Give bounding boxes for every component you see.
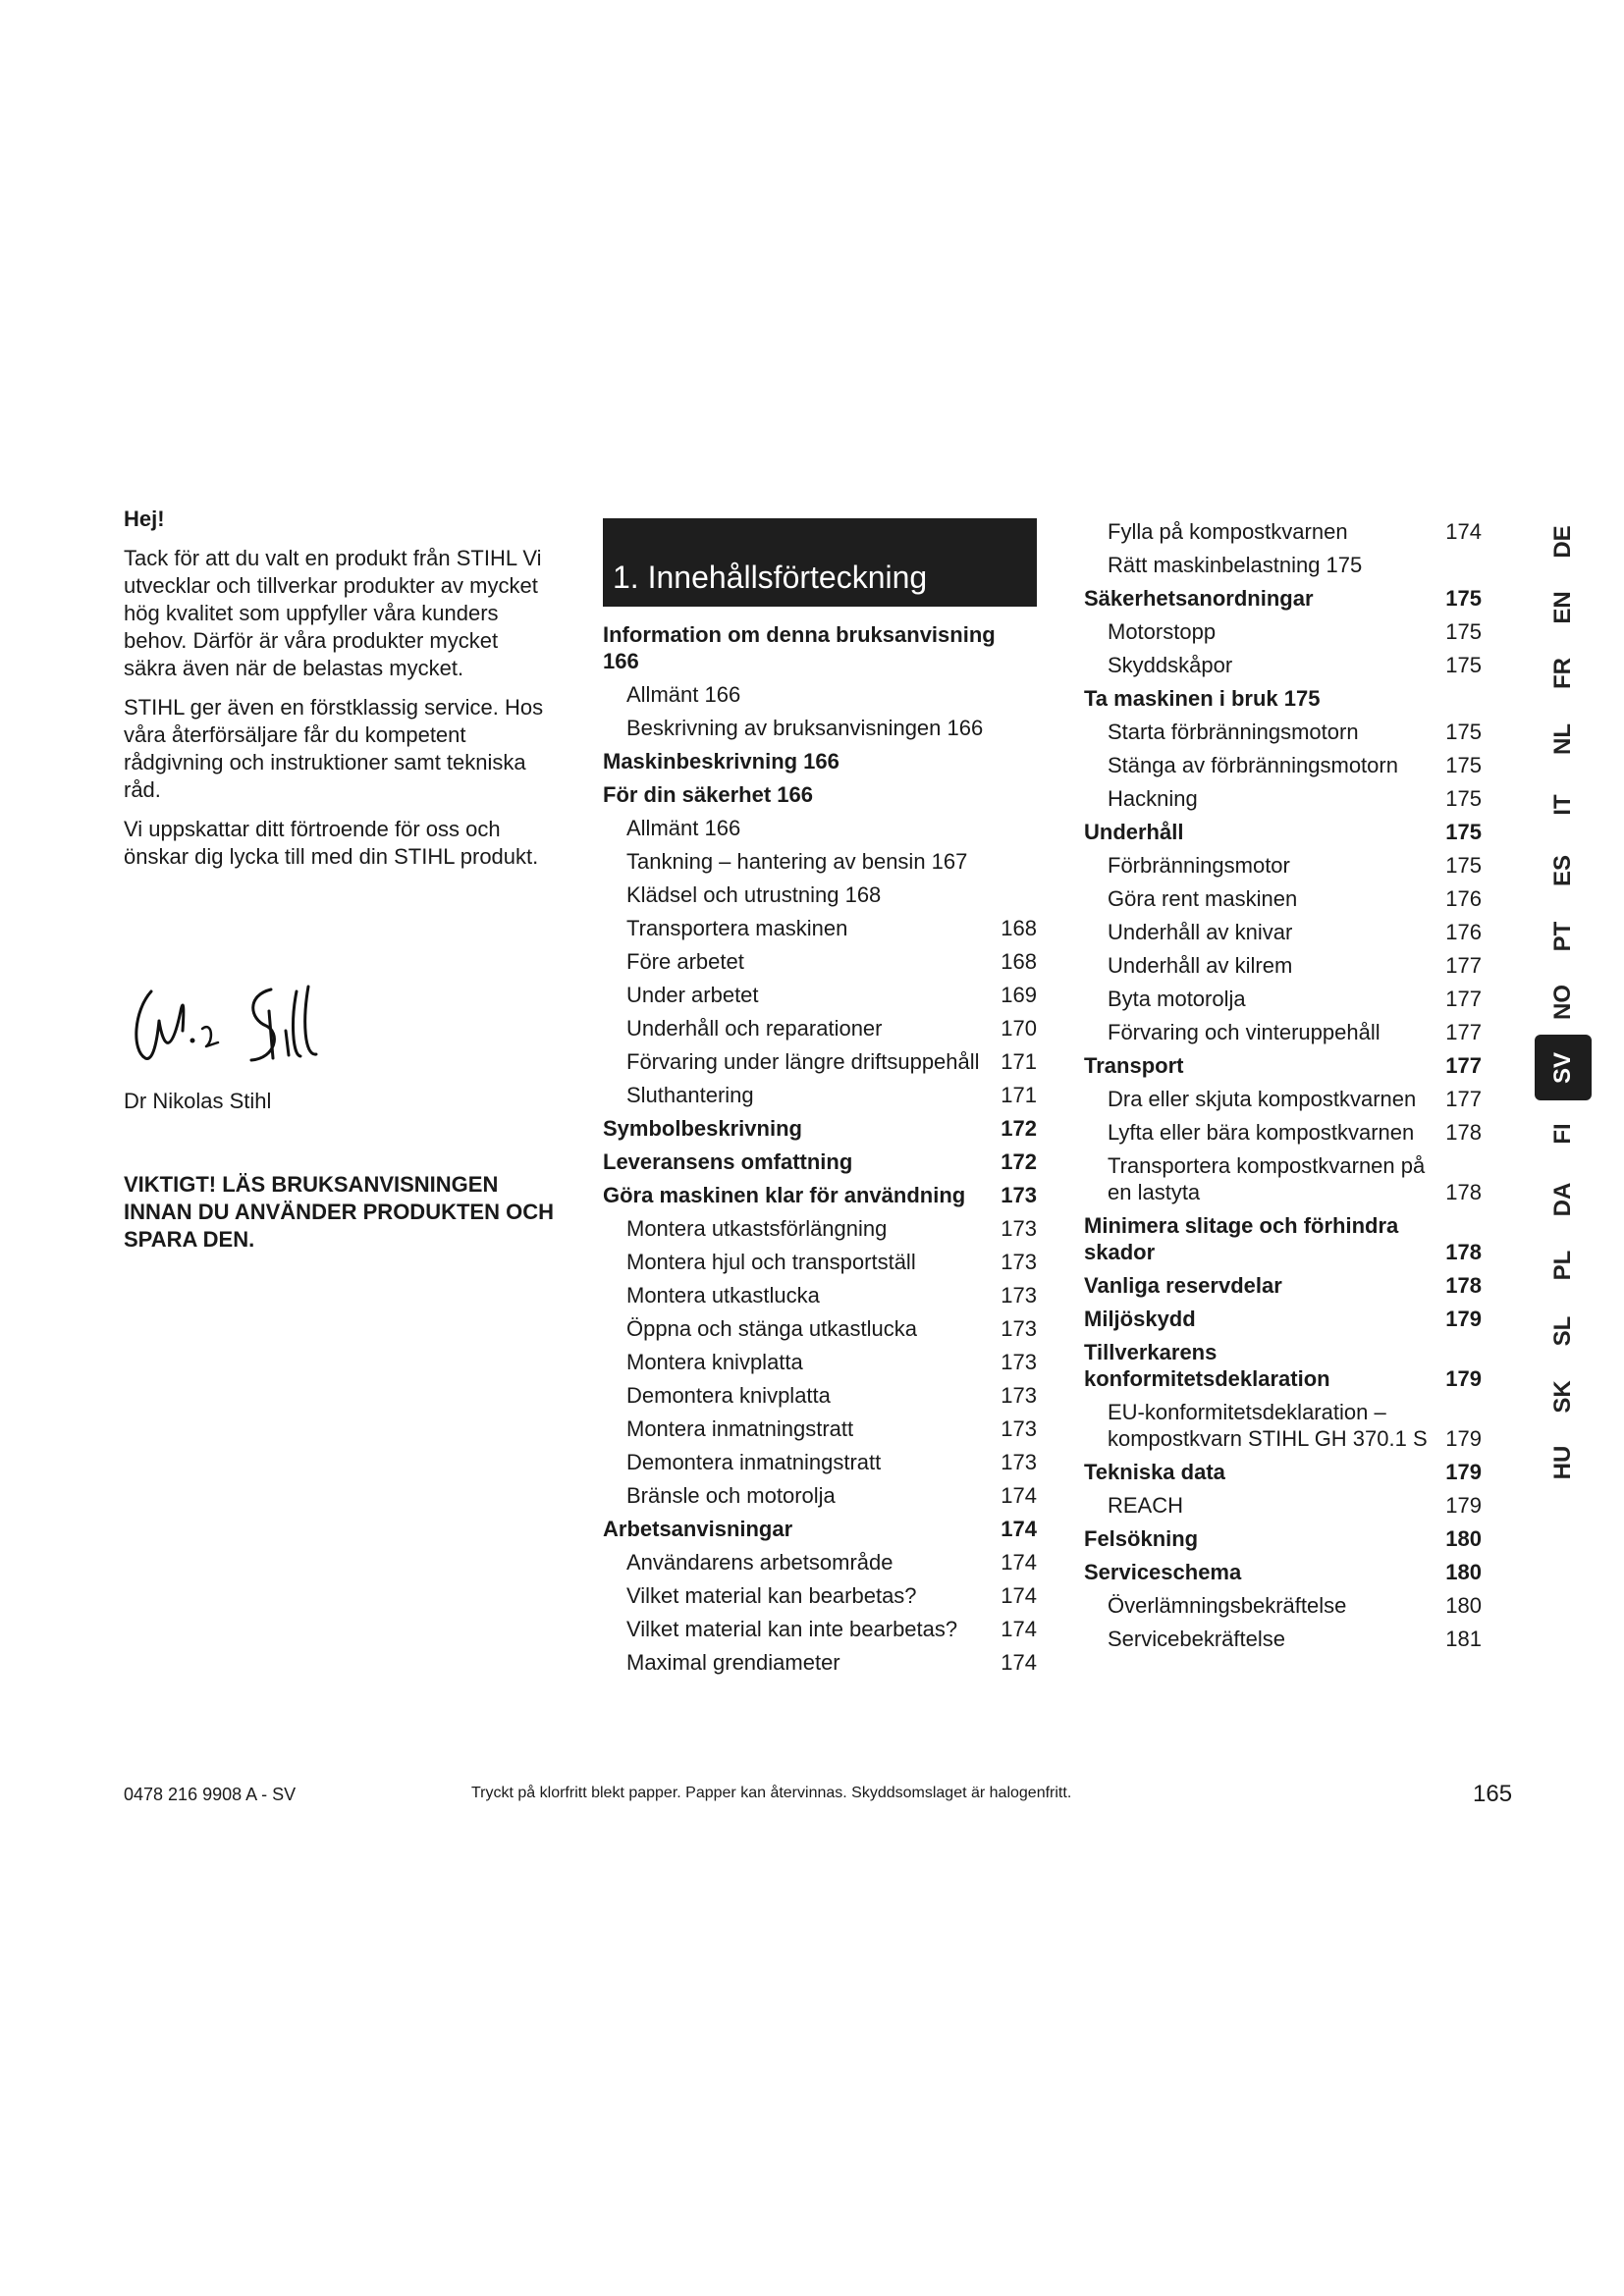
page-number: 165 [1473, 1781, 1513, 1807]
toc-entry[interactable] [1084, 1019, 1482, 1045]
toc-label: Transportera kompostkvarnen på en lastyta [1108, 1153, 1426, 1204]
toc-label: För din säkerhet 166 [603, 782, 813, 807]
language-tab-de[interactable] [1535, 508, 1592, 574]
toc-page-number: 179 [1445, 1426, 1482, 1451]
language-tab-label: FR [1549, 657, 1576, 689]
toc-page-number: 170 [1001, 1016, 1037, 1041]
toc-page-number: 180 [1445, 1526, 1482, 1551]
signer-name: Dr Nikolas Stihl [124, 1089, 272, 1113]
toc-label: Överlämningsbekräftelse [1108, 1593, 1347, 1618]
toc-entry[interactable] [603, 1015, 1037, 1041]
toc-entry[interactable] [1084, 1592, 1482, 1619]
toc-heading[interactable] [1084, 1052, 1482, 1079]
toc-entry[interactable] [603, 1082, 1037, 1108]
language-tab-label: EN [1549, 590, 1576, 624]
language-tab-it[interactable] [1535, 772, 1592, 837]
toc-page-number: 171 [1001, 1083, 1037, 1107]
language-tab-label: SV [1549, 1051, 1576, 1084]
language-tab-sk[interactable] [1535, 1363, 1592, 1429]
intro-paragraph: STIHL ger även en förstklassig service. Hos våra återförsäljare får du kompetent rådgivning och instruktioner samt tekniska råd. [124, 695, 544, 802]
toc-label: Felsökning [1084, 1526, 1199, 1551]
toc-label: Miljöskydd [1084, 1307, 1196, 1331]
toc-label: Tekniska data [1084, 1460, 1225, 1484]
toc-page-number: 175 [1445, 653, 1482, 677]
language-tab-label: PL [1549, 1250, 1576, 1280]
toc-entry[interactable] [603, 1616, 1037, 1642]
toc-heading[interactable] [603, 1148, 1037, 1175]
intro-paragraph: Tack för att du valt en produkt från STIHL Vi utvecklar och tillverkar produkter av mycket hög kvalitet som uppfyller våra kunders behov. Därför är våra produkter mycket säkra även när de belastas mycket. [124, 546, 542, 680]
toc-page-number: 177 [1445, 1087, 1482, 1111]
toc-label: Hackning [1108, 786, 1198, 811]
toc-label: Vilket material kan bearbetas? [626, 1583, 917, 1608]
toc-heading[interactable] [1084, 1339, 1482, 1392]
toc-page-number: 168 [1001, 916, 1037, 940]
toc-page-number: 172 [1001, 1149, 1037, 1174]
toc-label: Vilket material kan inte bearbetas? [626, 1617, 958, 1641]
toc-label: Förvaring och vinteruppehåll [1108, 1020, 1380, 1044]
toc-heading[interactable] [1084, 1559, 1482, 1585]
toc-label: Lyfta eller bära kompostkvarnen [1108, 1120, 1415, 1145]
toc-page-number: 177 [1445, 987, 1482, 1011]
toc-entry[interactable] [1084, 1152, 1482, 1205]
toc-entry[interactable] [603, 948, 1037, 975]
toc-heading[interactable] [603, 621, 1037, 674]
toc-heading[interactable] [603, 781, 1037, 808]
language-tab-label: NO [1549, 984, 1576, 1020]
toc-entry[interactable] [603, 1249, 1037, 1275]
signature-text: N. Stihl [124, 972, 128, 973]
signature-image [124, 972, 350, 1070]
toc-entry[interactable] [1084, 885, 1482, 912]
toc-label: Säkerhetsanordningar [1084, 586, 1314, 611]
toc-page-number: 176 [1445, 886, 1482, 911]
toc-label: Serviceschema [1084, 1560, 1242, 1584]
toc-label: Under arbetet [626, 983, 759, 1007]
toc-entry[interactable] [1084, 1119, 1482, 1146]
toc-page-number: 173 [1001, 1416, 1037, 1441]
language-tab-label: HU [1549, 1445, 1576, 1479]
toc-label: Beskrivning av bruksanvisningen 166 [626, 716, 984, 740]
toc-page-number: 179 [1445, 1366, 1482, 1391]
toc-label: Förvaring under längre driftsuppehåll [626, 1049, 980, 1074]
toc-heading[interactable] [1084, 1459, 1482, 1485]
toc-heading[interactable] [1084, 1525, 1482, 1552]
toc-label: Servicebekräftelse [1108, 1627, 1285, 1651]
toc-page-number: 177 [1445, 1053, 1482, 1078]
toc-entry[interactable] [603, 1482, 1037, 1509]
toc-label: Symbolbeskrivning [603, 1116, 802, 1141]
toc-label: Byta motorolja [1108, 987, 1246, 1011]
toc-entry[interactable] [603, 1415, 1037, 1442]
toc-page-number: 178 [1445, 1120, 1482, 1145]
language-tab-label: SK [1549, 1379, 1576, 1414]
toc-entry[interactable] [1084, 618, 1482, 645]
toc-page-number: 174 [1001, 1617, 1037, 1641]
toc-heading[interactable] [603, 748, 1037, 774]
toc-entry[interactable] [603, 1582, 1037, 1609]
toc-label: Göra rent maskinen [1108, 886, 1298, 911]
toc-label: Arbetsanvisningar [603, 1517, 793, 1541]
toc-label: Montera utkastsförlängning [626, 1216, 888, 1241]
toc-page-number: 179 [1445, 1460, 1482, 1484]
intro-text [124, 506, 556, 882]
toc-label: Leveransens omfattning [603, 1149, 853, 1174]
toc-entry[interactable] [1084, 785, 1482, 812]
toc-label: Före arbetet [626, 949, 744, 974]
toc-page-number: 176 [1445, 920, 1482, 944]
toc-label: Fylla på kompostkvarnen [1108, 519, 1348, 544]
toc-page-number: 177 [1445, 1020, 1482, 1044]
toc-label: Sluthantering [626, 1083, 754, 1107]
toc-label: Demontera knivplatta [626, 1383, 831, 1408]
toc-label: Starta förbränningsmotorn [1108, 720, 1359, 744]
toc-label: Vanliga reservdelar [1084, 1273, 1282, 1298]
language-tab-fi[interactable] [1535, 1100, 1592, 1166]
language-tab-es[interactable] [1535, 837, 1592, 903]
toc-page-number: 175 [1445, 753, 1482, 777]
toc-label: Maximal grendiameter [626, 1650, 840, 1675]
toc-label: Underhåll av knivar [1108, 920, 1293, 944]
toc-entry[interactable] [603, 715, 1037, 741]
toc-page-number: 175 [1445, 786, 1482, 811]
toc-entry[interactable] [1084, 752, 1482, 778]
toc-column-2 [603, 621, 1037, 1682]
toc-page-number: 173 [1001, 1383, 1037, 1408]
toc-entry[interactable] [603, 681, 1037, 708]
toc-heading[interactable] [1084, 819, 1482, 845]
toc-page-number: 175 [1445, 586, 1482, 611]
toc-entry[interactable] [603, 881, 1037, 908]
document-code: 0478 216 9908 A - SV [124, 1785, 297, 1804]
toc-entry[interactable] [603, 982, 1037, 1008]
toc-entry[interactable] [1084, 852, 1482, 879]
toc-page-number: 173 [1001, 1283, 1037, 1308]
toc-page-number: 180 [1445, 1560, 1482, 1584]
toc-page-number: 174 [1001, 1550, 1037, 1575]
language-tabs [1535, 508, 1592, 1495]
toc-entry[interactable] [1084, 552, 1482, 578]
toc-page-number: 178 [1445, 1240, 1482, 1264]
language-tab-label: ES [1549, 854, 1576, 886]
toc-page-number: 181 [1445, 1627, 1482, 1651]
language-tab-hu[interactable] [1535, 1429, 1592, 1495]
print-note: Tryckt på klorfritt blekt papper. Papper kan återvinnas. Skyddsomslaget är halogenfritt. [471, 1785, 1072, 1801]
toc-label: Ta maskinen i bruk 175 [1084, 686, 1321, 711]
toc-entry[interactable] [1084, 1492, 1482, 1519]
toc-entry[interactable] [1084, 919, 1482, 945]
toc-entry[interactable] [603, 848, 1037, 875]
toc-label: Montera utkastlucka [626, 1283, 820, 1308]
toc-page-number: 177 [1445, 953, 1482, 978]
toc-heading[interactable] [1084, 1272, 1482, 1299]
language-tab-no[interactable] [1535, 969, 1592, 1035]
greeting: Hej! [124, 507, 165, 531]
toc-entry[interactable] [603, 915, 1037, 941]
language-tab-en[interactable] [1535, 574, 1592, 640]
toc-page-number: 175 [1445, 619, 1482, 644]
toc-heading[interactable] [603, 1182, 1037, 1208]
toc-entry[interactable] [603, 1549, 1037, 1575]
toc-heading[interactable] [1084, 1212, 1482, 1265]
toc-heading[interactable] [1084, 1306, 1482, 1332]
toc-heading[interactable] [1084, 585, 1482, 612]
toc-label: Transport [1084, 1053, 1184, 1078]
toc-entry[interactable] [1084, 952, 1482, 979]
language-tab-sl[interactable] [1535, 1298, 1592, 1363]
toc-label: EU-konformitetsdeklaration – kompostkvarn STIHL GH 370.1 S [1108, 1400, 1428, 1451]
toc-entry[interactable] [1084, 1626, 1482, 1652]
toc-page-number: 173 [1001, 1450, 1037, 1474]
toc-entry[interactable] [1084, 1086, 1482, 1112]
toc-label: Tankning – hantering av bensin 167 [626, 849, 968, 874]
intro-paragraph: Vi uppskattar ditt förtroende för oss och önskar dig lycka till med din STIHL produkt. [124, 817, 539, 869]
toc-label: Transportera maskinen [626, 916, 848, 940]
toc-column-3 [1084, 518, 1482, 1659]
toc-page-number: 174 [1001, 1583, 1037, 1608]
toc-page-number: 172 [1001, 1116, 1037, 1141]
toc-heading[interactable] [1084, 685, 1482, 712]
language-tab-sv[interactable] [1535, 1035, 1592, 1100]
language-tab-da[interactable] [1535, 1166, 1592, 1232]
toc-entry[interactable] [603, 1349, 1037, 1375]
toc-entry[interactable] [603, 1315, 1037, 1342]
toc-page-number: 173 [1001, 1250, 1037, 1274]
toc-label: Allmänt 166 [626, 682, 741, 707]
toc-entry[interactable] [603, 1382, 1037, 1409]
toc-page-number: 174 [1001, 1650, 1037, 1675]
toc-heading[interactable] [603, 1516, 1037, 1542]
toc-page-number: 173 [1001, 1350, 1037, 1374]
toc-page-number: 168 [1001, 949, 1037, 974]
toc-label: Stänga av förbränningsmotorn [1108, 753, 1398, 777]
toc-page-number: 174 [1001, 1517, 1037, 1541]
language-tab-pt[interactable] [1535, 903, 1592, 969]
toc-entry[interactable] [603, 1048, 1037, 1075]
toc-label: Bränsle och motorolja [626, 1483, 836, 1508]
toc-label: Rätt maskinbelastning 175 [1108, 553, 1363, 577]
toc-page-number: 175 [1445, 853, 1482, 878]
toc-label: Öppna och stänga utkastlucka [626, 1316, 917, 1341]
toc-page-number: 174 [1001, 1483, 1037, 1508]
toc-entry[interactable] [1084, 1399, 1482, 1452]
toc-page-number: 179 [1445, 1493, 1482, 1518]
warning-text: VIKTIGT! LÄS BRUKSANVISNINGEN INNAN DU ANVÄNDER PRODUKTEN OCH SPARA DEN. [124, 1172, 554, 1252]
toc-label: Allmänt 166 [626, 816, 741, 840]
toc-entry[interactable] [603, 1649, 1037, 1676]
language-tab-label: IT [1549, 793, 1576, 816]
toc-label: Underhåll och reparationer [626, 1016, 883, 1041]
toc-entry[interactable] [603, 815, 1037, 841]
language-tab-pl[interactable] [1535, 1232, 1592, 1298]
toc-page-number: 180 [1445, 1593, 1482, 1618]
language-tab-label: DE [1549, 524, 1576, 559]
toc-label: Dra eller skjuta kompostkvarnen [1108, 1087, 1417, 1111]
toc-label: Motorstopp [1108, 619, 1217, 644]
toc-label: Skyddskåpor [1108, 653, 1233, 677]
toc-page-number: 173 [1001, 1316, 1037, 1341]
toc-label: Maskinbeskrivning 166 [603, 749, 839, 774]
toc-title: 1. Innehållsförteckning [613, 560, 928, 595]
toc-label: REACH [1108, 1493, 1184, 1518]
toc-label: Användarens arbetsområde [626, 1550, 893, 1575]
toc-label: Tillverkarens konformitetsdeklaration [1084, 1340, 1330, 1391]
language-tab-label: SL [1549, 1315, 1576, 1346]
toc-entry[interactable] [1084, 652, 1482, 678]
language-tab-fr[interactable] [1535, 640, 1592, 706]
language-tab-label: DA [1549, 1182, 1576, 1216]
toc-page-number: 178 [1445, 1273, 1482, 1298]
language-tab-label: FI [1549, 1122, 1576, 1145]
toc-label: Minimera slitage och förhindra skador [1084, 1213, 1399, 1264]
toc-entry[interactable] [1084, 518, 1482, 545]
toc-entry[interactable] [603, 1215, 1037, 1242]
toc-page-number: 179 [1445, 1307, 1482, 1331]
language-tab-label: PT [1549, 921, 1576, 951]
toc-label: Underhåll av kilrem [1108, 953, 1293, 978]
language-tab-nl[interactable] [1535, 706, 1592, 772]
toc-page-number: 175 [1445, 820, 1482, 844]
language-tab-label: NL [1549, 722, 1576, 755]
toc-title-box [603, 518, 1037, 607]
toc-label: Göra maskinen klar för användning [603, 1183, 966, 1207]
toc-page-number: 174 [1445, 519, 1482, 544]
toc-label: Demontera inmatningstratt [626, 1450, 882, 1474]
toc-label: Montera knivplatta [626, 1350, 803, 1374]
toc-page-number: 173 [1001, 1216, 1037, 1241]
toc-entry[interactable] [1084, 719, 1482, 745]
toc-page-number: 173 [1001, 1183, 1037, 1207]
toc-label: Klädsel och utrustning 168 [626, 882, 882, 907]
toc-page-number: 175 [1445, 720, 1482, 744]
toc-label: Förbränningsmotor [1108, 853, 1290, 878]
toc-entry[interactable] [603, 1449, 1037, 1475]
toc-page-number: 178 [1445, 1180, 1482, 1204]
toc-heading[interactable] [603, 1115, 1037, 1142]
toc-entry[interactable] [603, 1282, 1037, 1308]
toc-label: Underhåll [1084, 820, 1184, 844]
toc-page-number: 169 [1001, 983, 1037, 1007]
toc-entry[interactable] [1084, 986, 1482, 1012]
toc-label: Montera inmatningstratt [626, 1416, 854, 1441]
toc-label: Information om denna bruksanvisning 166 [603, 622, 996, 673]
toc-page-number: 171 [1001, 1049, 1037, 1074]
toc-label: Montera hjul och transportställ [626, 1250, 916, 1274]
